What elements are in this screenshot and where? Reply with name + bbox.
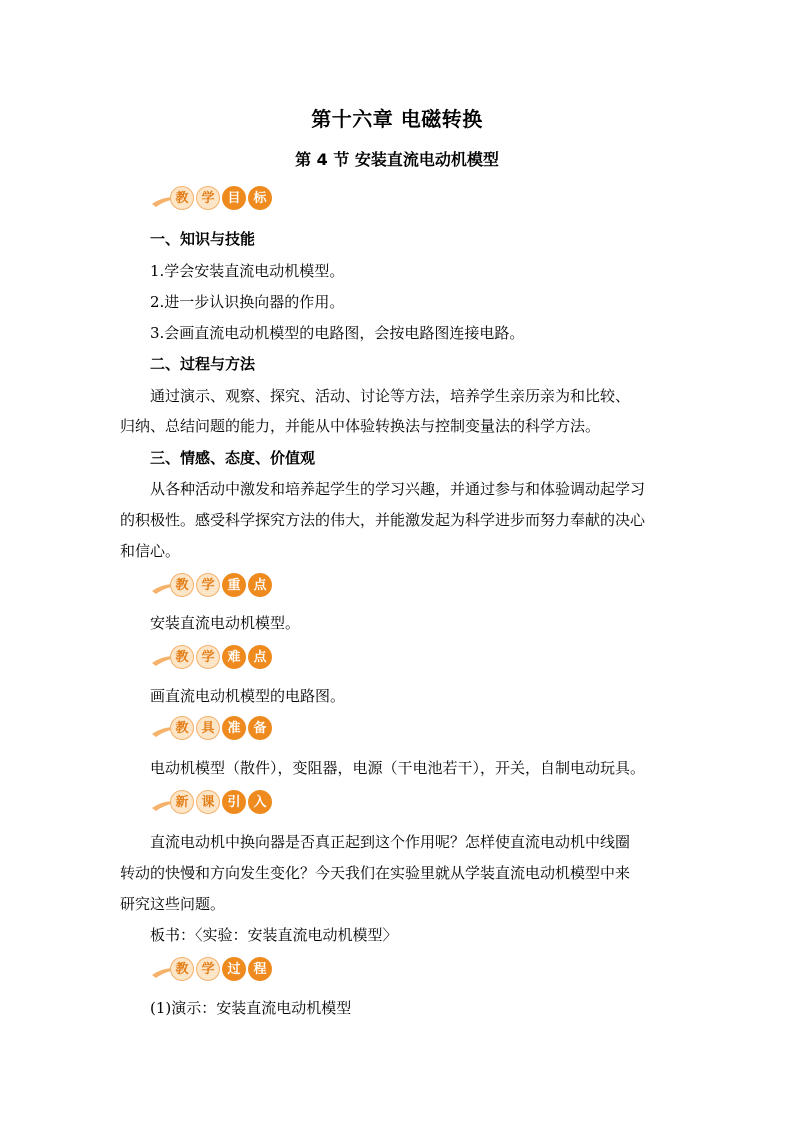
- badge-char: 点: [248, 573, 272, 597]
- intro-line-1: 直流电动机中换向器是否真正起到这个作用呢？怎样使直流电动机中线圈: [150, 833, 631, 851]
- badge-char: 学: [196, 186, 220, 210]
- badge-char: 程: [248, 957, 272, 981]
- badge-char: 学: [196, 645, 220, 669]
- badge-process: [150, 957, 267, 983]
- intro-line-2: 转动的快慢和方向发生变化？今天我们在实验里就从学装直流电动机模型中来: [120, 864, 631, 882]
- badge-char: 入: [248, 790, 272, 814]
- badge-materials: [150, 716, 267, 742]
- badge-char: 重: [222, 573, 246, 597]
- heading-knowledge-skills: 一、知识与技能: [150, 230, 256, 248]
- badge-char: 课: [196, 790, 220, 814]
- badge-char: 引: [222, 790, 246, 814]
- section-title: 第 4 节 安装直流电动机模型: [295, 150, 499, 169]
- board-note: 板书：〈实验：安装直流电动机模型〉: [150, 926, 398, 944]
- objective-item-2: 2.进一步认识换向器的作用。: [150, 293, 345, 311]
- heading-values: 三、情感、态度、价值观: [150, 449, 316, 467]
- values-line-2: 的积极性。感受科学探究方法的伟大，并能激发起为科学进步而努力奉献的决心: [120, 511, 646, 529]
- heading-process-methods: 二、过程与方法: [150, 355, 256, 373]
- intro-line-3: 研究这些问题。: [120, 895, 226, 913]
- badge-char: 学: [196, 573, 220, 597]
- badge-char: 教: [170, 957, 194, 981]
- badge-intro: [150, 790, 267, 816]
- badge-key-points: [150, 573, 267, 599]
- badge-char: 标: [248, 186, 272, 210]
- badge-char: 具: [196, 716, 220, 740]
- badge-char: 新: [170, 790, 194, 814]
- badge-char: 目: [222, 186, 246, 210]
- values-line-1: 从各种活动中激发和培养起学生的学习兴趣，并通过参与和体验调动起学习: [150, 480, 646, 498]
- objective-item-3: 3.会画直流电动机模型的电路图，会按电路图连接电路。: [150, 324, 525, 342]
- badge-char: 备: [248, 716, 272, 740]
- materials-text: 电动机模型（散件），变阻器，电源（干电池若干），开关，自制电动玩具。: [150, 759, 646, 777]
- badge-char: 难: [222, 645, 246, 669]
- difficulties-text: 画直流电动机模型的电路图。: [150, 687, 346, 705]
- values-line-3: 和信心。: [120, 542, 181, 560]
- badge-char: 教: [170, 573, 194, 597]
- badge-objectives: [150, 186, 267, 212]
- process-methods-line-2: 归纳、总结问题的能力，并能从中体验转换法与控制变量法的科学方法。: [120, 417, 601, 435]
- badge-char: 教: [170, 716, 194, 740]
- process-step-1: (1)演示：安装直流电动机模型: [150, 999, 352, 1017]
- badge-char: 学: [196, 957, 220, 981]
- badge-difficulties: [150, 645, 267, 671]
- process-methods-line-1: 通过演示、观察、探究、活动、讨论等方法，培养学生亲历亲为和比较、: [150, 387, 631, 405]
- objective-item-1: 1.学会安装直流电动机模型。: [150, 262, 345, 280]
- badge-char: 点: [248, 645, 272, 669]
- key-points-text: 安装直流电动机模型。: [150, 614, 301, 632]
- badge-char: 教: [170, 186, 194, 210]
- badge-char: 准: [222, 716, 246, 740]
- chapter-title: 第十六章 电磁转换: [311, 107, 483, 131]
- badge-char: 教: [170, 645, 194, 669]
- badge-char: 过: [222, 957, 246, 981]
